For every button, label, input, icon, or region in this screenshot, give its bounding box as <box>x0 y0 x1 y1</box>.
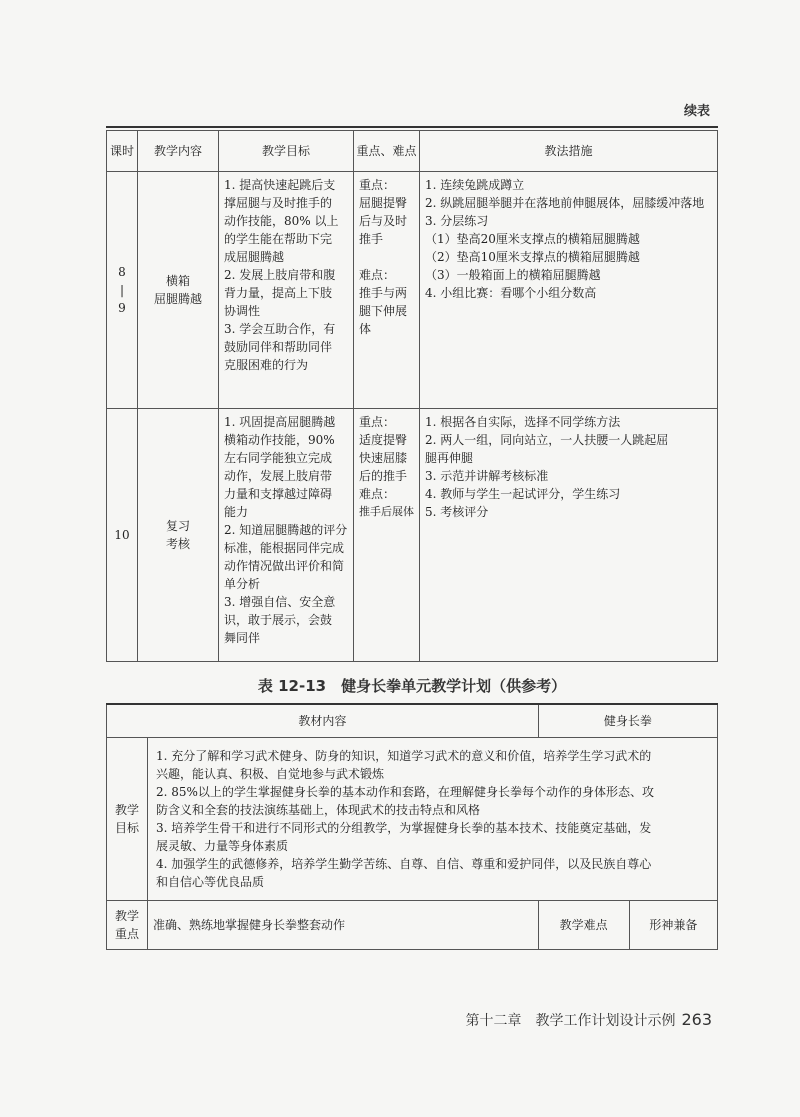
lesson-cell: 10 <box>107 409 138 662</box>
header-content: 教学内容 <box>138 131 219 172</box>
focus-value: 准确、熟练地掌握健身长拳整套动作 <box>148 901 539 950</box>
goals-row <box>107 738 718 901</box>
page-number: 263 <box>681 1010 712 1029</box>
header-lesson: 课时 <box>107 131 138 172</box>
focus-row <box>107 901 718 950</box>
header-methods: 教法措施 <box>420 131 718 172</box>
material-label: 教材内容 <box>107 704 539 738</box>
continued-label: 续表 <box>683 104 710 119</box>
goals-cell: 1. 巩固提高屈腿腾越 横箱动作技能，90% 左右同学能独立完成 动作，发展上肢肩带 力量和支撑越过障碍 能力 2. 知道屈腿腾越的评分 标准，能根据同伴完成 动作情况做出评价和简 单分析 3. 增强自信、安全意 识，敢于展示，会鼓 舞同伴 <box>219 409 354 662</box>
methods-cell: 1. 连续兔跳成蹲立 2. 纵跳屈腿举腿并在落地前伸腿展体，屈膝缓冲落地 3. 分层练习 （1）垫高20厘米支撑点的横箱屈腿腾越 （2）垫高10厘米支撑点的横箱屈腿腾越 （3）一般箱面上的横箱屈腿腾越 4. 小组比赛：看哪个小组分数高 <box>420 172 718 409</box>
methods-cell: 1. 根据各自实际，选择不同学练方法 2. 两人一组，同向站立，一人扶腰一人跳起屈 腿再伸腿 3. 示范并讲解考核标准 4. 教师与学生一起试评分，学生练习 5. 考核评分 <box>420 409 718 662</box>
content-cell: 横箱 屈腿腾越 <box>138 172 219 409</box>
difficulty-value: 形神兼备 <box>629 901 717 950</box>
table-title: 表 12-13 健身长拳单元教学计划（供参考） <box>257 677 567 695</box>
unit-plan-table <box>106 703 718 950</box>
page-footer <box>465 1010 712 1030</box>
table-header-row <box>107 131 718 172</box>
material-value: 健身长拳 <box>538 704 717 738</box>
table-row <box>107 409 718 662</box>
key-points-cell: 重点： 适度提臀 快速屈膝 后的推手 难点： 推手后展体 <box>354 409 420 662</box>
table-row <box>107 172 718 409</box>
key-points-cell: 重点： 屈腿提臀 后与及时 推手 难点： 推手与两 腿下伸展 体 <box>354 172 420 409</box>
goals-label: 教学 目标 <box>107 738 148 901</box>
table-top-rule <box>106 126 718 128</box>
goals-cell: 1. 提高快速起跳后支 撑屈腿与及时推手的 动作技能，80% 以上 的学生能在帮助下完 成屈腿腾越 2. 发展上肢肩带和腹 背力量，提高上下肢 协调性 3. 学会互助合作，有 鼓励同伴和帮助同伴 克服困难的行为 <box>219 172 354 409</box>
chapter-title: 第十二章 教学工作计划设计示例 <box>465 1013 676 1029</box>
material-row <box>107 704 718 738</box>
unit-plan-table-continued <box>106 130 718 662</box>
content-cell: 复习 考核 <box>138 409 219 662</box>
header-goals: 教学目标 <box>219 131 354 172</box>
goals-text: 1. 充分了解和学习武术健身、防身的知识，知道学习武术的意义和价值，培养学生学习武术的 兴趣，能认真、积极、自觉地参与武术锻炼 2. 85%以上的学生掌握健身长拳的基本动作和套路，在理解健身长拳每个动作的身体形态、攻 防含义和全套的技法演练基础上，体现武术的技击特点和风格 3. 培养学生骨干和进行不同形式的分组教学，为掌握健身长拳的基本技术、技能奠定基础，发 展灵敏、力量等身体素质 4. 加强学生的武德修养，培养学生勤学苦练、自尊、自信、尊重和爱护同伴，以及民族自尊心 和自信心等优良品质 <box>148 738 718 901</box>
focus-label: 教学 重点 <box>107 901 148 950</box>
difficulty-label: 教学难点 <box>538 901 629 950</box>
lesson-cell: 8 | 9 <box>107 172 138 409</box>
header-key-points: 重点、难点 <box>354 131 420 172</box>
